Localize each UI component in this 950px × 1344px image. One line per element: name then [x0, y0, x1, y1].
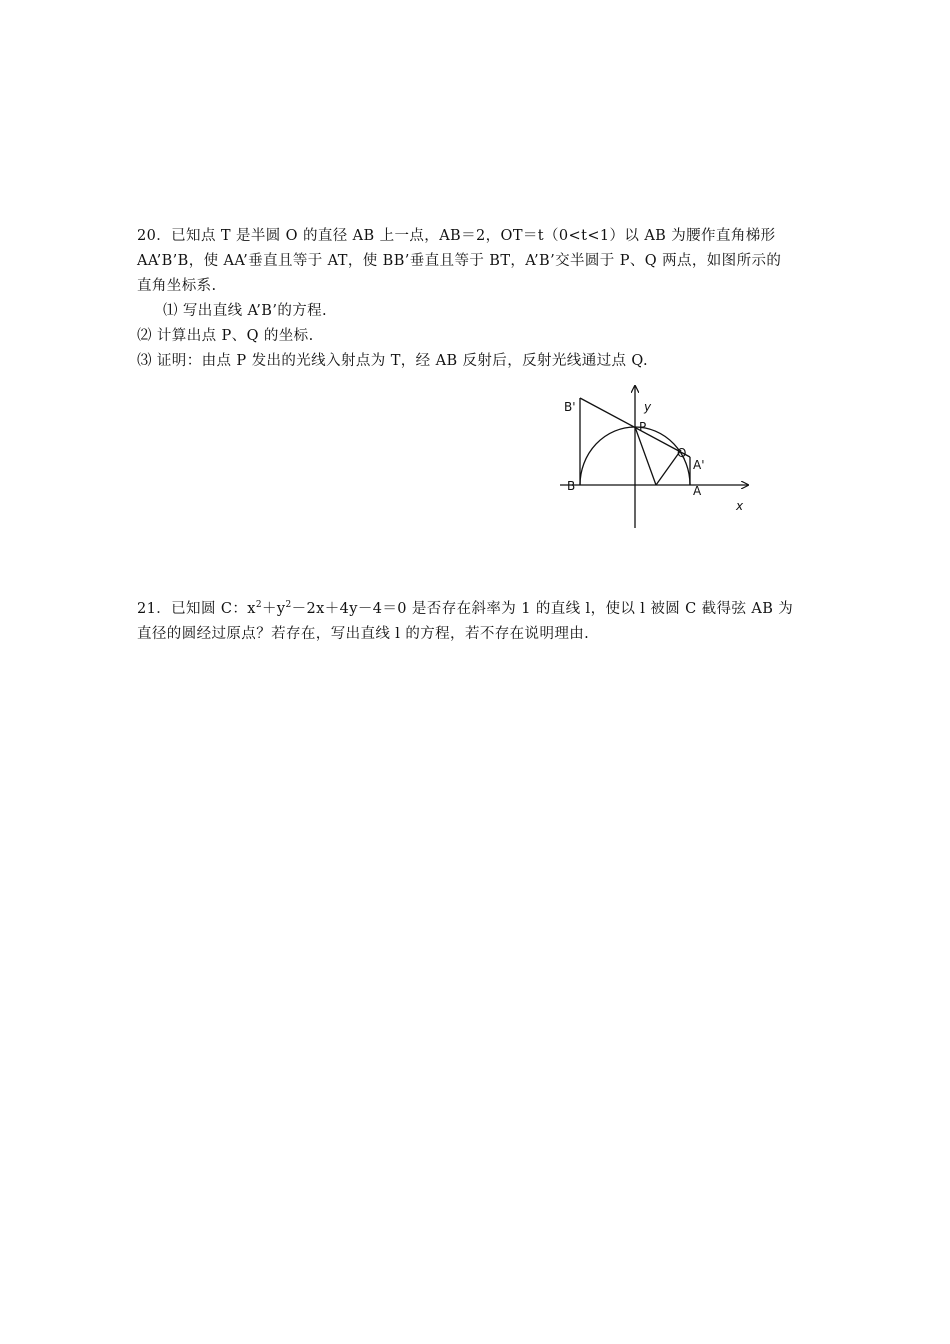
label-B: B	[567, 479, 576, 493]
label-B-prime: B'	[564, 400, 576, 414]
exponent-1: 2	[255, 600, 262, 611]
label-y: y	[644, 400, 652, 414]
problem-20-question-3: ⑶ 证明：由点 P 发出的光线入射点为 T，经 AB 反射后，反射光线通过点 Q.	[137, 353, 648, 369]
problem-21-text-b: ＋y	[261, 601, 286, 617]
label-A: A	[693, 484, 702, 498]
problem-21-line-2: 直径的圆经过原点？若存在，写出直线 l 的方程，若不存在说明理由.	[137, 626, 590, 642]
exponent-2: 2	[285, 600, 292, 611]
geometry-figure	[552, 380, 762, 535]
problem-20-question-1: ⑴ 写出直线 A’B’的方程.	[163, 303, 328, 319]
problem-21-text-a: 21．已知圆 C：x	[137, 601, 256, 617]
label-P: P	[639, 420, 647, 434]
label-x: x	[736, 499, 744, 513]
figure-svg	[552, 380, 762, 535]
problem-20-line-3: 直角坐标系.	[137, 278, 217, 294]
problem-20-line-1: 20．已知点 T 是半圆 O 的直径 AB 上一点，AB＝2，OT＝t（0<t<1）以 AB 为腰作直角梯形	[137, 228, 776, 244]
segment-TP	[635, 427, 656, 485]
problem-21-text-c: －2x＋4y－4＝0 是否存在斜率为 1 的直线 l，使以 l 被圆 C 截得弦 AB 为	[291, 601, 794, 617]
problem-20-question-2: ⑵ 计算出点 P、Q 的坐标.	[137, 328, 314, 344]
problem-20-line-2: AA’B’B，使 AA’垂直且等于 AT，使 BB’垂直且等于 BT，A’B’交半圆于 P、Q 两点，如图所示的	[137, 253, 782, 269]
problem-21-line-1	[137, 599, 793, 619]
label-A-prime: A'	[693, 458, 705, 472]
label-Q: Q	[677, 446, 687, 460]
